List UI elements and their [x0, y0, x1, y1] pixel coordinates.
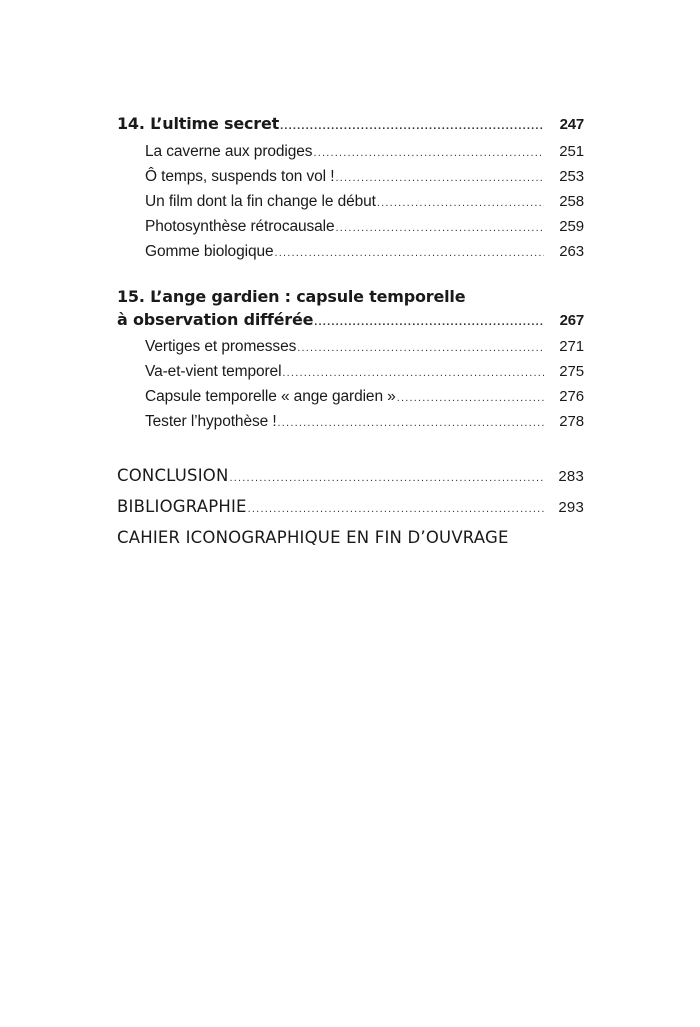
page-number: 278	[559, 413, 584, 430]
chapter-title: 14. L’ultime secret	[117, 114, 280, 133]
page-number: 253	[559, 168, 584, 185]
section-title: Capsule temporelle « ange gardien »	[145, 388, 396, 405]
toc-conclusion	[117, 466, 584, 485]
page-number: 258	[559, 193, 584, 210]
chapter-title: à observation différée	[117, 310, 314, 329]
toc-section	[145, 413, 584, 431]
conclusion-title: CONCLUSION	[117, 466, 229, 485]
dot-leader	[336, 222, 544, 234]
toc-section	[145, 363, 584, 381]
dot-leader	[275, 247, 544, 259]
toc-section	[145, 338, 584, 356]
page-number: 293	[558, 499, 584, 516]
dot-leader	[297, 342, 544, 354]
toc-section	[145, 243, 584, 261]
page-number: 247	[559, 116, 584, 133]
toc-illustrations: CAHIER ICONOGRAPHIQUE EN FIN D’OUVRAGE	[117, 528, 509, 547]
section-title: Vertiges et promesses	[145, 338, 297, 355]
dot-leader	[278, 417, 544, 429]
page-number: 276	[559, 388, 584, 405]
dot-leader	[314, 316, 544, 328]
page-number: 271	[559, 338, 584, 355]
toc-bibliography	[117, 497, 584, 516]
dot-leader	[248, 503, 544, 515]
toc-chapter-14	[117, 114, 584, 133]
page-number: 263	[559, 243, 584, 260]
dot-leader	[397, 392, 544, 404]
section-title: Un film dont la fin change le début	[145, 193, 376, 210]
page-number: 267	[559, 312, 584, 329]
toc-section	[145, 193, 584, 211]
section-title: La caverne aux prodiges	[145, 143, 313, 160]
toc-section	[145, 143, 584, 161]
section-title: Va-et-vient temporel	[145, 363, 282, 380]
section-title: Gomme biologique	[145, 243, 274, 260]
dot-leader	[230, 472, 545, 484]
bibliography-title: BIBLIOGRAPHIE	[117, 497, 247, 516]
dot-leader	[313, 147, 544, 159]
page-number: 275	[559, 363, 584, 380]
toc-section	[145, 168, 584, 186]
toc-section	[145, 218, 584, 236]
dot-leader	[377, 197, 544, 209]
toc-chapter-15	[117, 310, 584, 329]
section-title: Photosynthèse rétrocausale	[145, 218, 335, 235]
section-title: Tester l’hypothèse !	[145, 413, 277, 430]
toc-section	[145, 388, 584, 406]
toc-chapter-15-line1: 15. L’ange gardien : capsule temporelle	[117, 287, 466, 306]
section-title: Ô temps, suspends ton vol !	[145, 168, 335, 185]
dot-leader	[282, 367, 544, 379]
dot-leader	[280, 120, 544, 132]
page-number: 259	[559, 218, 584, 235]
page-number: 251	[559, 143, 584, 160]
page-number: 283	[558, 468, 584, 485]
dot-leader	[335, 172, 544, 184]
